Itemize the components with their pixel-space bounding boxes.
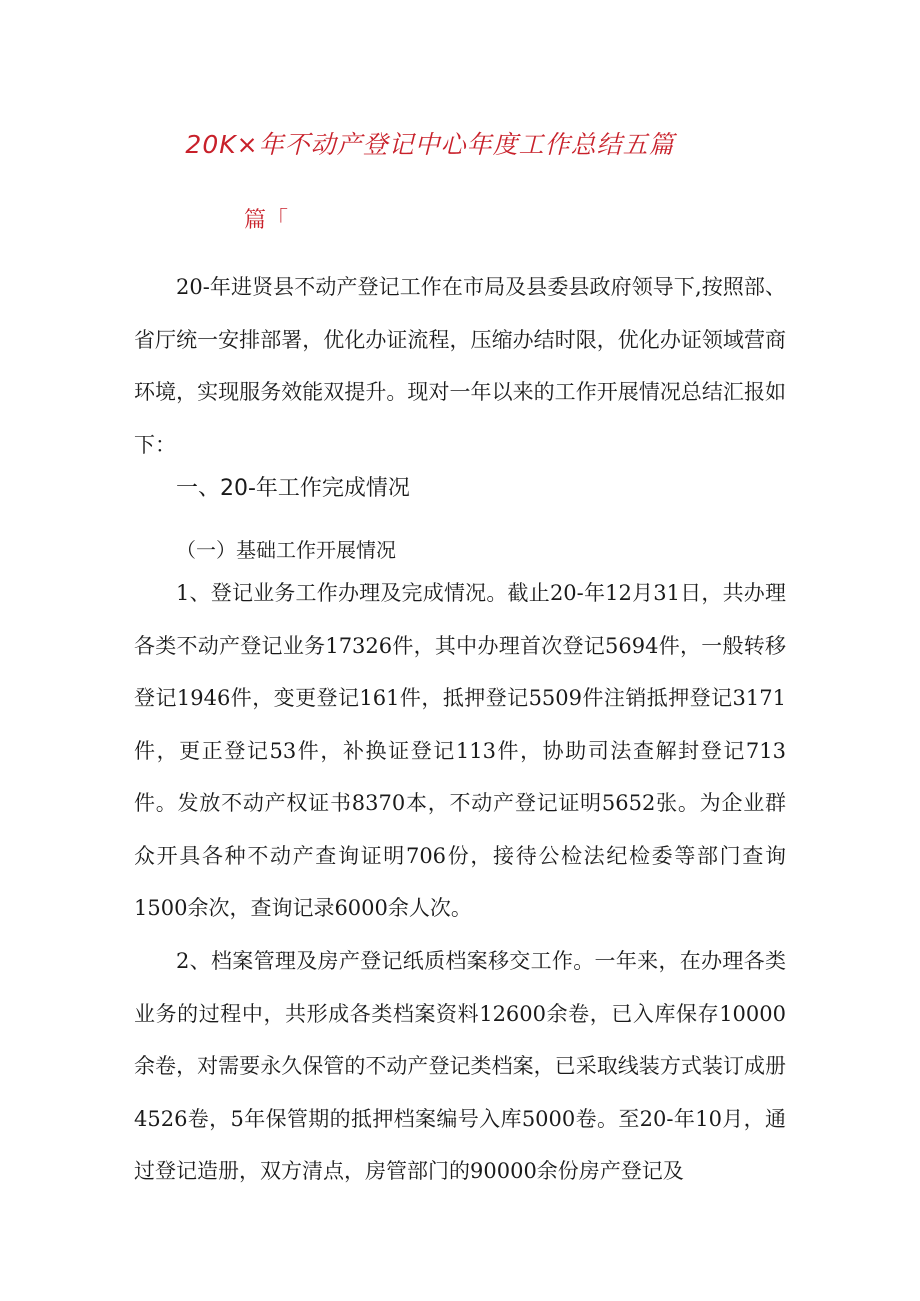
paragraph-archives: 2、档案管理及房产登记纸质档案移交工作。一年来，在办理各类业务的过程中，共形成各类档案资料12600余卷，已入库保存10000余卷，对需要永久保管的不动产登记类档案，已采取线装方式装订成册4526卷，5年保管期的抵押档案编号入库5000卷。至20-年10月，通过登记造册，双方清点，房管部门的90000余份房产登记及: [134, 949, 786, 1183]
heading-level-1: 一、20-年工作完成情况: [176, 476, 410, 501]
paragraph-registration: 1、登记业务工作办理及完成情况。截止20-年12月31日，共办理各类不动产登记业务17326件，其中办理首次登记5694件，一般转移登记1946件，变更登记161件，抵押登记5509件注销抵押登记3171件，更正登记53件，补换证登记113件，协助司法查解封登记713件。发放不动产权证书8370本，不动产登记证明5652张。为企业群众开具各种不动产查询证明706份，接待公检法纪检委等部门查询1500余次，查询记录6000余人次。: [134, 581, 786, 920]
document-title: 20K×年不动产登记中心年度工作总结五篇: [185, 130, 675, 159]
intro-paragraph: 20-年进贤县不动产登记工作在市局及县委县政府领导下,按照部、省厅统一安排部署，优化办证流程，压缩办结时限，优化办证领域营商环境，实现服务效能双提升。现对一年以来的工作开展情况总结汇报如下：: [134, 275, 786, 457]
heading-level-2: （一）基础工作开展情况: [176, 538, 396, 562]
section-label: 篇「: [244, 208, 289, 233]
